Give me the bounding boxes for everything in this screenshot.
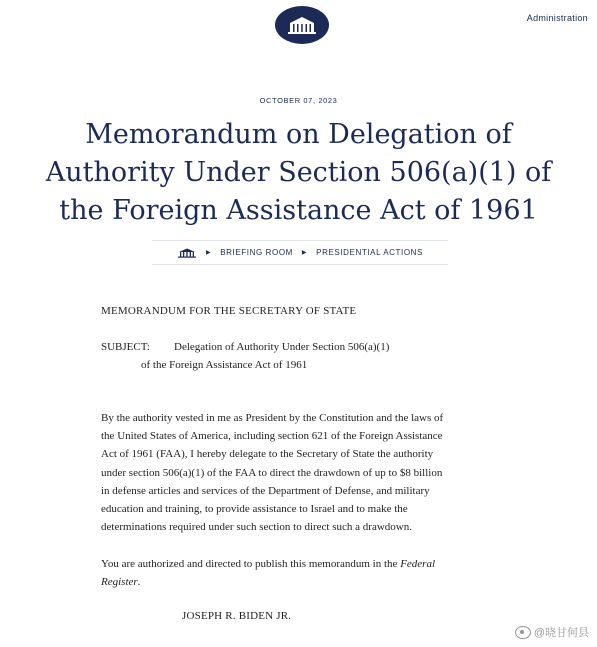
body-line: By the authority vested in me as President by the Constitution and the laws of	[101, 412, 444, 424]
body-line: under section 506(a)(1) of the FAA to direct the drawdown of up to $8 billion	[101, 466, 443, 479]
chevron-right-icon: ▶	[301, 250, 308, 256]
white-house-icon	[177, 248, 197, 258]
publish-end: .	[137, 576, 141, 589]
federal-italic: Federal	[400, 558, 436, 570]
administration-link[interactable]: Administration	[526, 13, 588, 23]
white-house-logo[interactable]	[275, 6, 329, 44]
title-line: Authority Under Section 506(a)(1) of	[45, 157, 552, 188]
weibo-icon	[515, 626, 531, 639]
breadcrumb-home[interactable]	[177, 248, 197, 258]
memo-subject	[101, 341, 389, 353]
body-line: education and training, to provide assistance to Israel and to make the	[101, 503, 408, 516]
chevron-right-icon: ▶	[206, 250, 212, 256]
body-line: the United States of America, including section 621 of the Foreign Assistance	[101, 430, 443, 443]
memo-publish-directive	[101, 555, 511, 591]
subject-text: Delegation of Authority Under Section 506(a)(1)	[174, 341, 390, 353]
subject-label: SUBJECT:	[101, 341, 150, 353]
memo-body	[101, 409, 511, 536]
signature: JOSEPH R. BIDEN JR.	[182, 610, 292, 622]
memo-addressee: MEMORANDUM FOR THE SECRETARY OF STATE	[101, 305, 357, 317]
body-line: in defense articles and services of the Department of Defense, and military	[101, 484, 430, 497]
publish-date: OCTOBER 07, 2023	[259, 96, 338, 105]
body-line: determinations required under such section to direct such a drawdown.	[101, 521, 412, 534]
watermark	[515, 624, 589, 640]
title-line: the Foreign Assistance Act of 1961	[59, 195, 538, 226]
title-line: Memorandum on Delegation of	[85, 119, 512, 150]
white-house-seal-icon	[284, 14, 320, 36]
register-italic: Register	[101, 576, 138, 589]
breadcrumb-presidential-actions[interactable]: PRESIDENTIAL ACTIONS	[316, 248, 423, 257]
page-title	[20, 116, 577, 230]
watermark-text: @晓甘何县	[533, 627, 589, 639]
body-line: Act of 1961 (FAA), I hereby delegate to the Secretary of State the authority	[101, 448, 434, 461]
breadcrumb-briefing-room[interactable]: BRIEFING ROOM	[220, 248, 293, 257]
publish-text: You are authorized and directed to publish this memorandum in the	[101, 558, 398, 570]
subject-text-continued: of the Foreign Assistance Act of 1961	[141, 359, 308, 371]
breadcrumb	[152, 240, 448, 265]
